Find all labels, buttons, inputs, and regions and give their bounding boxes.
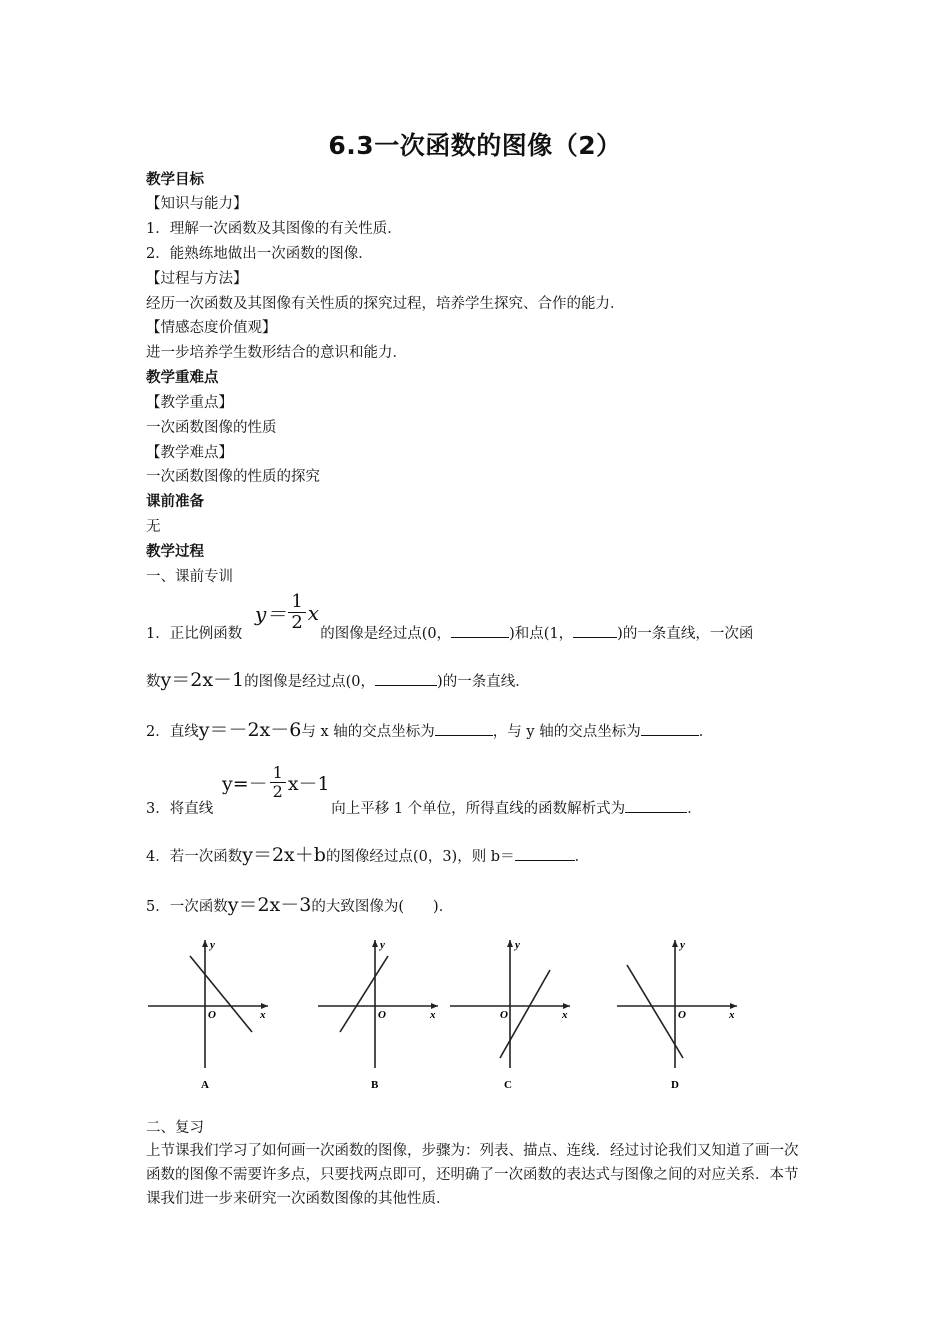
q3-frac-den: 2 [272,782,283,801]
graph-d-y-label: y [680,939,685,951]
difficult-text: 一次函数图像的性质的探究 [146,469,320,485]
q3-text-b: 向上平移 1 个单位，所得直线的函数解析式为 [331,801,626,817]
q4-blank[interactable] [515,846,575,861]
graph-c [450,939,570,1091]
q1-text-g: )的一条直线． [437,674,530,690]
graph-d-label: D [671,1079,679,1091]
q1-text-b: 的图像是经过点(0， [320,626,452,642]
question-5 [146,895,453,917]
q5-text-b: 的大致图像为( )． [311,899,454,915]
graph-c-label: C [504,1079,512,1091]
process-heading: 【过程与方法】 [146,271,248,287]
q3-formula-pre: y=－ [222,773,268,795]
graph-a-y-label: y [210,939,215,951]
review-heading: 二、复习 [146,1120,204,1136]
knowledge-item-2: 2．能熟练地做出一次函数的图像． [146,246,373,262]
graph-d-origin: O [678,1009,686,1021]
graph-a [148,939,268,1091]
question-2 [146,720,713,742]
q5-formula: y＝2x－3 [227,894,312,916]
graph-c-y-label: y [515,939,520,951]
graph-a-origin: O [208,1009,216,1021]
q1-frac-den: 2 [291,612,303,633]
knowledge-item-1: 1．理解一次函数及其图像的有关性质． [146,221,402,237]
graph-d-x-label: x [729,1009,735,1021]
graph-b-y-label: y [380,939,385,951]
q3-frac-num: 1 [270,764,286,783]
question-1-line-1 [146,623,753,644]
goals-heading: 教学目标 [146,172,204,188]
graph-b-label: B [371,1079,379,1091]
q3-formula [222,764,330,801]
q4-formula: y＝2x＋b [242,844,326,866]
prep-heading: 课前准备 [146,494,204,510]
graph-c-y-arrow [507,940,513,947]
q4-text-b: 的图像经过点(0，3)，则 b＝ [325,849,515,865]
process2-heading: 教学过程 [146,544,204,560]
q2-text-a: 2．直线 [146,724,199,740]
q3-fraction [270,764,286,801]
review-paragraph: 上节课我们学习了如何画一次函数的图像，步骤为：列表、描点、连线．经过讨论我们又知道了画一次函数的图像不需要许多点，只要找两点即可，还明确了一次函数的表达式与图像之间的对应关系．本节课我们进一步来研究一次函数图像的其他性质． [146,1143,799,1207]
graph-b [318,939,438,1091]
q1-formula-y: y＝ [255,602,287,626]
answer-graphs [140,930,760,1100]
q3-formula-post: x－1 [287,773,330,795]
emotion-heading: 【情感态度价值观】 [146,320,277,336]
q3-text-a: 3．将直线 [146,801,214,817]
q1-formula-x: x [307,600,320,625]
graph-b-x-label: x [430,1009,436,1021]
q2-blank-1[interactable] [435,721,493,736]
q3-text-c: ． [687,801,702,817]
q2-blank-2[interactable] [641,721,699,736]
q1-text-e: 数 [146,674,161,690]
key-point-heading: 【教学重点】 [146,395,233,411]
difficult-heading: 【教学难点】 [146,445,233,461]
graph-a-y-arrow [202,940,208,947]
knowledge-heading: 【知识与能力】 [146,196,248,212]
q4-text-a: 4．若一次函数 [146,849,243,865]
prep-text: 无 [146,519,161,535]
graph-a-label: A [201,1079,209,1091]
q1-text-d: )的一条直线，一次函 [617,626,754,642]
key-point-text: 一次函数图像的性质 [146,420,277,436]
question-4 [146,845,589,867]
graph-d-y-arrow [672,940,678,947]
q5-text-a: 5．一次函数 [146,899,228,915]
q1-blank-1[interactable] [451,623,509,638]
question-3 [146,798,702,819]
emotion-text: 进一步培养学生数形结合的意识和能力． [146,345,407,361]
q1-text-f: 的图像是经过点(0， [244,674,376,690]
process-text: 经历一次函数及其图像有关性质的探究过程，培养学生探究、合作的能力． [146,296,625,312]
graph-c-origin: O [500,1009,508,1021]
q1-formula-2: y＝2x－1 [160,669,245,691]
q1-blank-2[interactable] [573,623,617,638]
page-title: 6.3一次函数的图像（2） [328,131,622,160]
q2-formula: y＝－2x－6 [198,719,302,741]
q3-blank[interactable] [625,798,687,813]
graph-c-x-label: x [562,1009,568,1021]
q4-text-c: ． [574,849,590,865]
graph-a-line [190,956,252,1032]
q1-blank-3[interactable] [375,671,437,686]
graph-a-x-label: x [260,1009,266,1021]
q1-text-a: 1．正比例函数 [146,626,243,642]
graph-b-origin: O [378,1009,386,1021]
part1-heading: 一、课前专训 [146,569,233,585]
q2-text-c: ，与 y 轴的交点坐标为 [492,724,641,740]
q2-text-b: 与 x 轴的交点坐标为 [301,724,435,740]
graph-d [617,939,737,1091]
q2-text-d: ． [698,724,714,740]
question-1-line-2 [146,670,530,692]
q1-text-c: )和点(1， [509,626,574,642]
q1-frac-num: 1 [288,592,305,613]
key-difficult-heading: 教学重难点 [146,370,219,386]
graph-b-y-arrow [372,940,378,947]
